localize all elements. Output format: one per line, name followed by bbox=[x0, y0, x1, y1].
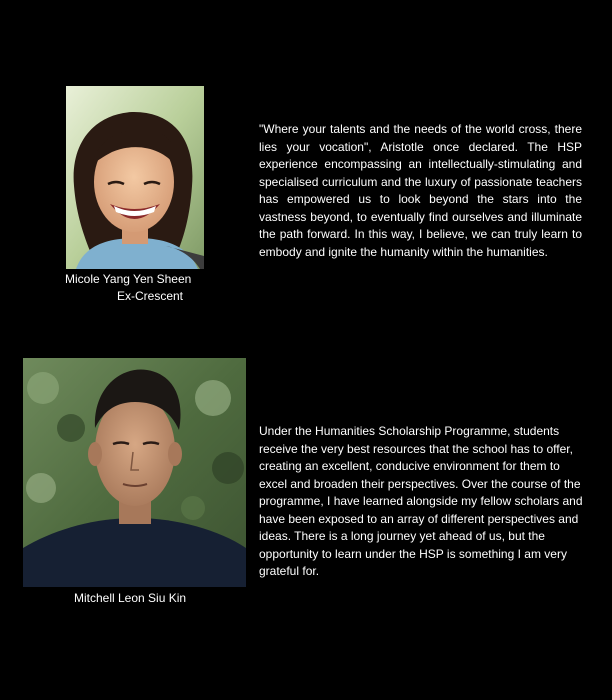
testimonial-quote: Under the Humanities Scholarship Programme, students receive the very best resources that the school has to offer, creating an excellent, conducive environment for them to excel and broaden their perspectives. Over the course of the programme, I have learned alongside my fellow scholars and have been exposed to an array of different perspectives and ideas. There is a long journey yet ahead of us, but the opportunity to learn under the HSP is something I am very grateful for. bbox=[259, 424, 583, 578]
portrait-photo-micole-image bbox=[66, 86, 204, 269]
testimonial-name: Micole Yang Yen Sheen bbox=[65, 272, 192, 286]
testimonial-name: Mitchell Leon Siu Kin bbox=[74, 591, 187, 605]
portrait-photo-mitchell bbox=[23, 358, 246, 587]
testimonial-quote: "Where your talents and the needs of the world cross, there lies your vocation", Aristotle once declared. The HSP experience encompassing an intellectually-stimulating and specialised curriculum and the luxury of passionate teachers has empowered us to look beyond the stars into the vastness beyond, to eventually find ourselves and illuminate the path forward. In this way, I believe, we can truly learn to embody and ignite the humanity within the humanities. bbox=[259, 122, 582, 259]
portrait-photo-micole bbox=[66, 86, 204, 269]
portrait-photo-mitchell-image bbox=[23, 358, 246, 587]
testimonial-role: Ex-Crescent bbox=[117, 289, 184, 303]
